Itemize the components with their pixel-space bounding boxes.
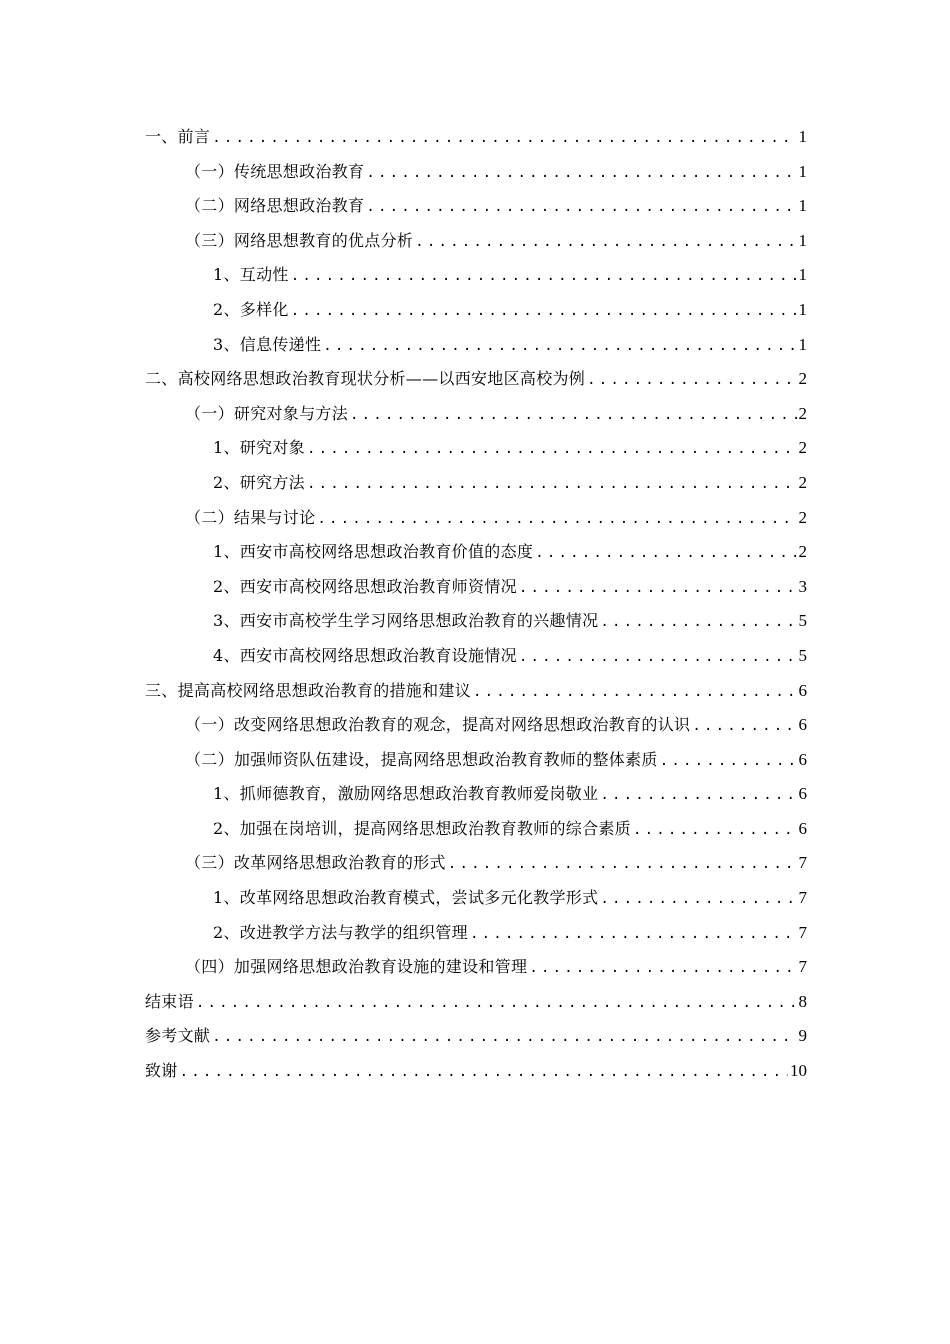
toc-entry-title: （一）传统思想政治教育 [185,161,365,181]
toc-entry[interactable] [145,466,807,501]
toc-entry[interactable] [145,535,807,570]
toc-entry-page-number: 1 [798,196,807,216]
dot-leader [350,398,796,432]
toc-entry[interactable] [145,812,807,847]
toc-entry-page-number: 1 [798,127,807,146]
toc-entry-title: 2、研究方法 [213,472,305,492]
toc-entry-title: 4、西安市高校网络思想政治教育设施情况 [213,645,517,665]
dot-leader [366,156,796,190]
toc-entry[interactable] [145,431,807,466]
toc-entry[interactable] [145,120,807,155]
toc-entry-page-number: 2 [798,507,807,527]
toc-entry-title: 二、高校网络思想政治教育现状分析——以西安地区高校为例 [145,369,586,389]
toc-entry-title: 3、信息传递性 [213,334,322,354]
toc-entry-page-number: 2 [798,542,807,562]
dot-leader [519,571,797,605]
toc-entry[interactable] [145,743,807,778]
toc-entry[interactable] [145,155,807,190]
toc-entry-title: 1、研究对象 [213,438,305,458]
toc-entry-title: 致谢 [145,1061,178,1081]
toc-entry[interactable] [145,570,807,605]
toc-entry-title: （二）加强师资队伍建设，提高网络思想政治教育教师的整体素质 [185,749,658,769]
toc-entry-title: 结束语 [145,991,194,1011]
toc-entry[interactable] [145,674,807,709]
toc-entry-page-number: 5 [798,645,807,665]
toc-entry-page-number: 3 [798,576,807,596]
toc-entry-title: 参考文献 [145,1026,211,1046]
toc-entry-title: 1、改革网络思想政治教育模式，尝试多元化教学形式 [213,888,599,908]
toc-entry-title: （一）研究对象与方法 [185,403,349,423]
dot-leader [470,917,797,951]
toc-entry-page-number: 6 [798,749,807,769]
toc-entry[interactable] [145,1019,807,1054]
dot-leader [317,502,796,536]
dot-leader [448,847,797,881]
dot-leader [692,709,796,743]
toc-entry[interactable] [145,708,807,743]
dot-leader [415,225,796,259]
toc-entry-page-number: 6 [798,818,807,838]
dot-leader [519,640,797,674]
toc-entry-page-number: 6 [798,784,807,804]
toc-entry-page-number: 2 [798,369,807,389]
toc-entry-page-number: 2 [798,472,807,492]
dot-leader [291,294,797,328]
toc-entry-page-number: 1 [798,299,807,319]
dot-leader [307,467,797,501]
toc-entry[interactable] [145,189,807,224]
toc-entry-page-number: 5 [798,611,807,631]
toc-entry-title: 三、提高高校网络思想政治教育的措施和建议 [145,680,472,700]
toc-entry-title: （二）网络思想政治教育 [185,196,365,216]
toc-entry[interactable] [145,362,807,397]
dot-leader [473,675,796,709]
dot-leader [633,813,797,847]
toc-entry[interactable] [145,258,807,293]
dot-leader [196,986,797,1020]
toc-entry[interactable] [145,224,807,259]
dot-leader [323,329,796,363]
toc-entry-page-number: 1 [798,230,807,250]
toc-entry[interactable] [145,639,807,674]
dot-leader [600,882,796,916]
toc-entry-page-number: 7 [798,957,807,977]
toc-entry-title: 一、前言 [145,127,211,146]
toc-entry-title: （四）加强网络思想政治教育设施的建设和管理 [185,957,528,977]
toc-entry-page-number: 2 [798,403,807,423]
toc-entry-page-number: 1 [798,161,807,181]
toc-entry-title: （一）改变网络思想政治教育的观念，提高对网络思想政治教育的认识 [185,715,691,735]
dot-leader [535,536,796,570]
dot-leader [600,605,796,639]
dot-leader [307,432,797,466]
dot-leader [366,190,796,224]
toc-entry-page-number: 6 [798,680,807,700]
toc-entry[interactable] [145,501,807,536]
toc-entry[interactable] [145,846,807,881]
dot-leader [180,1055,788,1089]
toc-entry[interactable] [145,916,807,951]
toc-entry[interactable] [145,397,807,432]
toc-entry[interactable] [145,777,807,812]
dot-leader [529,951,796,985]
toc-entry-title: 2、西安市高校网络思想政治教育师资情况 [213,576,517,596]
toc-entry-page-number: 7 [798,922,807,942]
toc-entry[interactable] [145,328,807,363]
toc-entry-title: 1、互动性 [213,265,289,285]
toc-entry[interactable] [145,1054,807,1089]
toc-entry[interactable] [145,604,807,639]
toc-entry-page-number: 6 [798,715,807,735]
toc-entry-title: 1、西安市高校网络思想政治教育价值的态度 [213,542,534,562]
toc-entry-title: （三）网络思想教育的优点分析 [185,230,414,250]
toc-entry-page-number: 7 [798,888,807,908]
table-of-contents [145,120,807,1089]
toc-entry-title: 2、改进教学方法与教学的组织管理 [213,922,468,942]
dot-leader [212,1020,796,1054]
dot-leader [291,259,797,293]
toc-entry-page-number: 1 [798,334,807,354]
toc-entry-title: 1、抓师德教育，激励网络思想政治教育教师爱岗敬业 [213,784,599,804]
toc-entry-page-number: 2 [798,438,807,458]
toc-entry[interactable] [145,950,807,985]
dot-leader [660,744,797,778]
toc-entry-page-number: 7 [798,853,807,873]
dot-leader [212,121,796,155]
toc-entry-page-number: 9 [798,1026,807,1046]
toc-entry-page-number: 1 [798,265,807,285]
toc-entry[interactable] [145,881,807,916]
dot-leader [587,363,796,397]
toc-entry-title: 2、加强在岗培训，提高网络思想政治教育教师的综合素质 [213,818,631,838]
toc-entry-title: 2、多样化 [213,299,289,319]
toc-entry-page-number: 10 [790,1061,807,1081]
toc-entry[interactable] [145,293,807,328]
toc-entry-title: 3、西安市高校学生学习网络思想政治教育的兴趣情况 [213,611,599,631]
toc-entry[interactable] [145,985,807,1020]
toc-entry-title: （三）改革网络思想政治教育的形式 [185,853,446,873]
toc-entry-page-number: 8 [798,991,807,1011]
toc-entry-title: （二）结果与讨论 [185,507,316,527]
dot-leader [600,778,796,812]
